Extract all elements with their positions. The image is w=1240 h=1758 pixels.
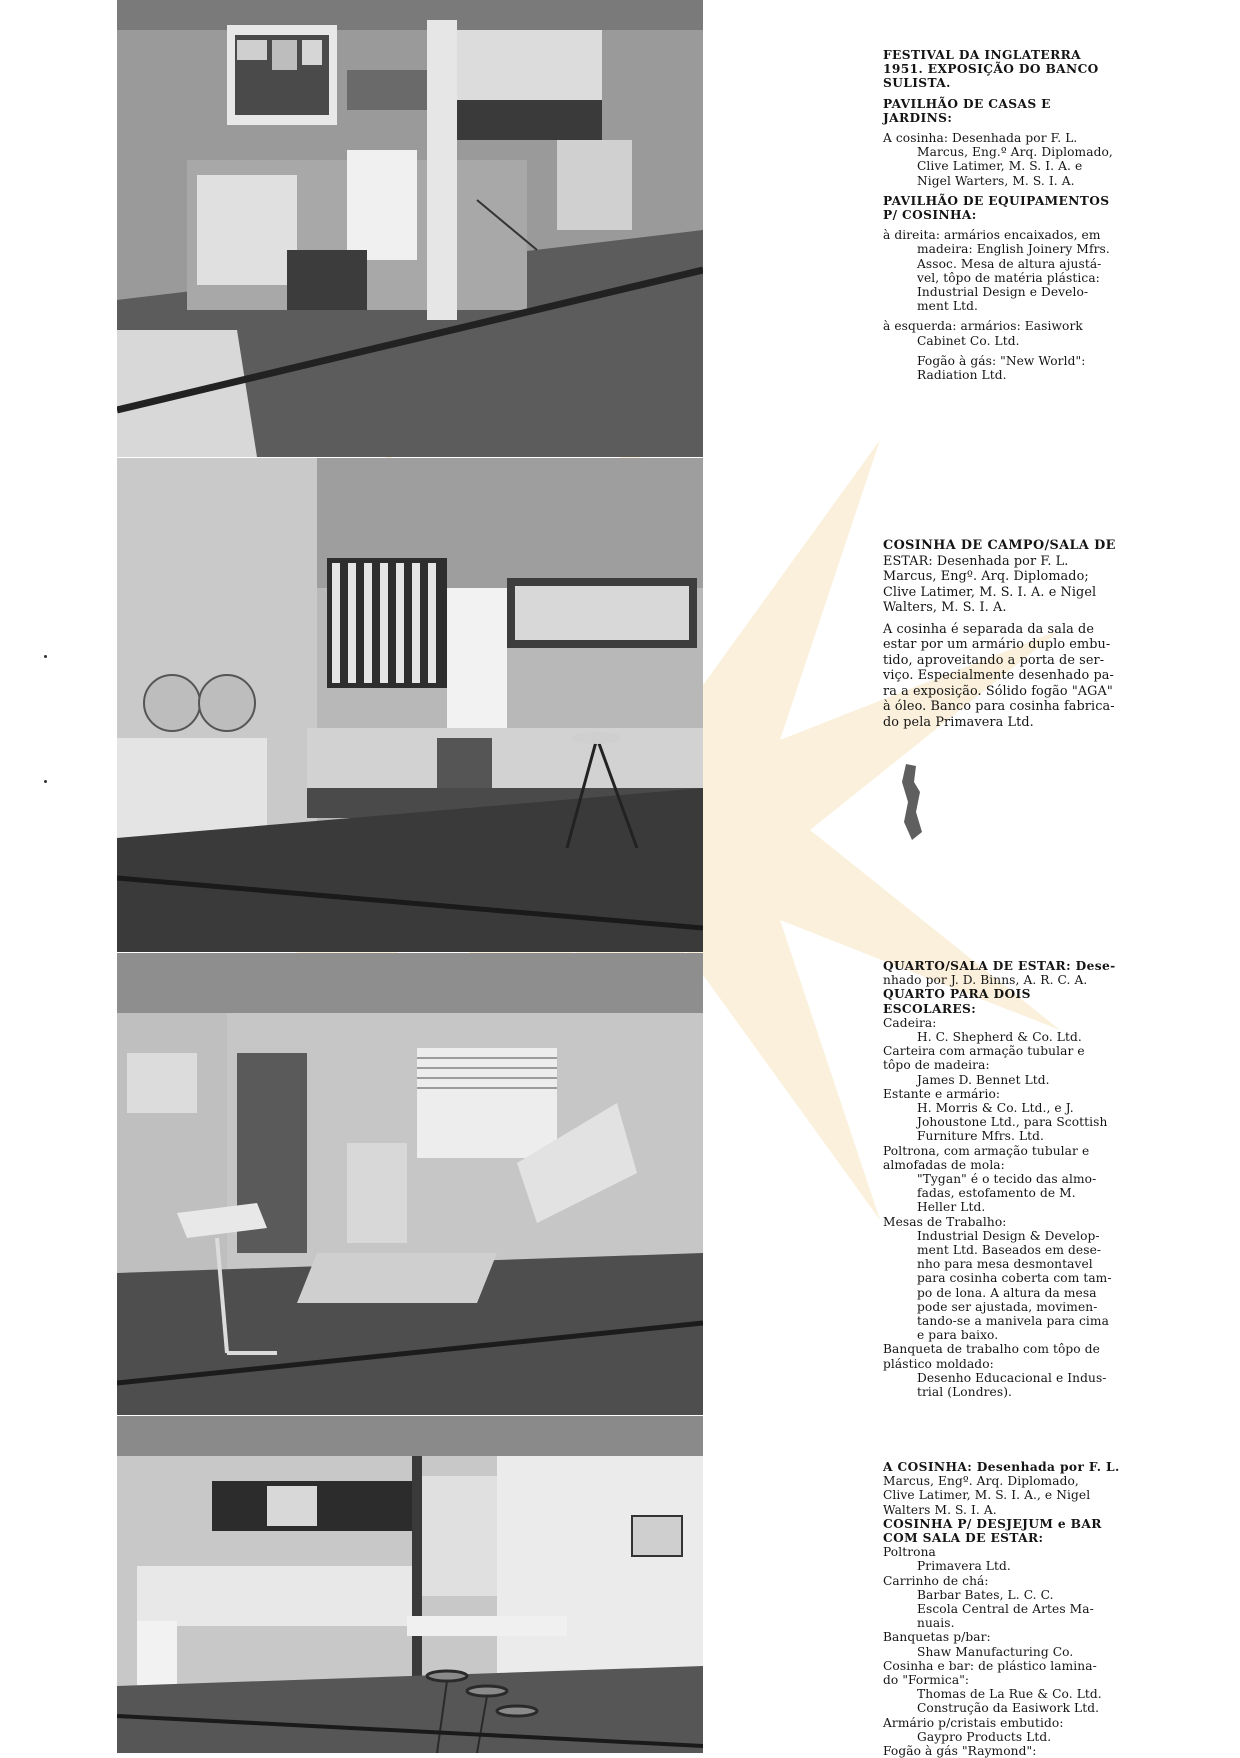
caption-item-label: Armário p/cristais embutido:: [883, 1715, 1064, 1730]
caption-item-label: tôpo de madeira:: [883, 1058, 990, 1073]
caption-item-detail: Desenho Educacional e Indus-: [917, 1370, 1107, 1385]
caption-field-kitchen: [883, 538, 1145, 730]
paper-speck: [44, 655, 47, 658]
caption-item-detail: Primavera Ltd.: [917, 1559, 1011, 1574]
caption-header: COSINHA P/ DESJEJUM e BAR: [883, 1516, 1102, 1531]
caption-line: Marcus, Eng.º Arq. Diplomado,: [917, 145, 1113, 160]
caption-item-detail: ment Ltd. Baseados em dese-: [917, 1243, 1102, 1258]
caption-line: Radiation Ltd.: [917, 368, 1007, 383]
caption-item-detail: Construção da Easiwork Ltd.: [917, 1701, 1100, 1716]
caption-header: COM SALA DE ESTAR:: [883, 1531, 1044, 1546]
caption-line: A cosinha é separada da sala de: [883, 621, 1094, 637]
caption-line: Walters, M. S. I. A.: [883, 600, 1007, 615]
caption-item-label: Banqueta de trabalho com tôpo de: [883, 1342, 1100, 1357]
caption-line: ESTAR: Desenhada por F. L.: [883, 553, 1069, 569]
caption-item-label: Poltrona: [883, 1545, 936, 1560]
caption-item-detail: "Tygan" é o tecido das almo-: [917, 1172, 1097, 1187]
caption-line: Nigel Warters, M. S. I. A.: [917, 173, 1075, 188]
caption-line: ment Ltd.: [917, 299, 978, 314]
caption-item-detail: Barbar Bates, L. C. C.: [917, 1587, 1054, 1602]
caption-item-label: Carrinho de chá:: [883, 1573, 989, 1588]
caption-header: 1951. EXPOSIÇÃO DO BANCO: [883, 62, 1099, 77]
caption-subheader: JARDINS:: [883, 110, 953, 125]
caption-line: Clive Latimer, M. S. I. A. e: [917, 159, 1083, 174]
caption-subheader: P/ COSINHA:: [883, 208, 977, 223]
caption-line: à direita: armários encaixados, em: [883, 228, 1101, 243]
caption-item-detail: trial (Londres).: [917, 1385, 1013, 1400]
caption-line: Industrial Design e Develo-: [917, 285, 1089, 300]
caption-item-detail: nuais.: [917, 1616, 955, 1631]
caption-line: vel, tôpo de matéria plástica:: [917, 270, 1100, 285]
caption-line: à esquerda: armários: Easiwork: [883, 319, 1083, 334]
photo-field-kitchen: [117, 458, 703, 952]
caption-item-detail: Gaypro Products Ltd.: [917, 1729, 1052, 1744]
caption-item-detail: H. C. Shepherd & Co. Ltd.: [917, 1030, 1082, 1045]
caption-header: FESTIVAL DA INGLATERRA: [883, 48, 1082, 62]
caption-item-detail: nho para mesa desmontavel: [917, 1257, 1093, 1272]
caption-item-detail: po de lona. A altura da mesa: [917, 1285, 1097, 1300]
caption-bedroom-study: [883, 959, 1145, 1399]
caption-item-detail: Industrial Design & Develop-: [917, 1228, 1100, 1243]
caption-item-label: plástico moldado:: [883, 1356, 994, 1371]
caption-item-detail: para cosinha coberta com tam-: [917, 1271, 1112, 1286]
caption-item-detail: James D. Bennet Ltd.: [917, 1072, 1050, 1087]
caption-breakfast-bar: [883, 1460, 1145, 1758]
caption-item-detail: Thomas de La Rue & Co. Ltd.: [917, 1687, 1102, 1702]
photo-breakfast-bar: [117, 1416, 703, 1753]
caption-subheader: PAVILHÃO DE CASAS E: [883, 96, 1051, 111]
caption-line: à óleo. Banco para cosinha fabrica-: [883, 699, 1115, 714]
caption-item-detail: H. Morris & Co. Ltd., e J.: [917, 1101, 1074, 1116]
caption-subheader: PAVILHÃO DE EQUIPAMENTOS: [883, 193, 1110, 208]
caption-item-detail: Escola Central de Artes Ma-: [917, 1602, 1094, 1617]
paper-stain: [898, 762, 928, 842]
caption-item-detail: Heller Ltd.: [917, 1200, 986, 1215]
caption-item-detail: pode ser ajustada, movimen-: [917, 1299, 1098, 1314]
caption-line: nhado por J. D. Binns, A. R. C. A.: [883, 973, 1088, 988]
caption-line: ra a exposição. Sólido fogão "AGA": [883, 683, 1113, 699]
caption-item-label: Estante e armário:: [883, 1086, 1001, 1101]
caption-header: A COSINHA: Desenhada por F. L.: [883, 1460, 1120, 1474]
caption-item-label: Cosinha e bar: de plástico lamina-: [883, 1658, 1097, 1673]
caption-header: SULISTA.: [883, 76, 951, 91]
photo-bedroom-study: [117, 953, 703, 1415]
caption-header: QUARTO/SALA DE ESTAR: Dese-: [883, 959, 1116, 973]
caption-line: viço. Especialmente desenhado pa-: [883, 668, 1114, 683]
caption-item-label: Poltrona, com armação tubular e: [883, 1143, 1090, 1158]
caption-line: estar por um armário duplo embu-: [883, 637, 1111, 652]
photo-kitchen-pavilion: [117, 0, 703, 457]
caption-item-detail: fadas, estofamento de M.: [917, 1186, 1076, 1201]
caption-item-detail: tando-se a manivela para cima: [917, 1314, 1109, 1329]
caption-line: Clive Latimer, M. S. I. A. e Nigel: [883, 584, 1097, 600]
caption-line: Clive Latimer, M. S. I. A., e Nigel: [883, 1488, 1091, 1503]
caption-item-label: do "Formica":: [883, 1673, 970, 1688]
caption-header: COSINHA DE CAMPO/SALA DE: [883, 538, 1116, 553]
caption-item-detail: Shaw Manufacturing Co.: [917, 1644, 1074, 1659]
caption-item-label: Banquetas p/bar:: [883, 1630, 991, 1645]
caption-header: QUARTO PARA DOIS: [883, 987, 1031, 1002]
caption-item-detail: Furniture Mfrs. Ltd.: [917, 1129, 1045, 1144]
caption-line: Cabinet Co. Ltd.: [917, 333, 1020, 348]
caption-line: madeira: English Joinery Mfrs.: [917, 242, 1110, 257]
caption-kitchen-pavilion: [883, 48, 1145, 382]
caption-item-label: Mesas de Trabalho:: [883, 1214, 1007, 1229]
caption-line: tido, aproveitando a porta de ser-: [883, 652, 1105, 668]
caption-item-label: Fogão à gás "Raymond":: [883, 1744, 1037, 1758]
caption-line: Marcus, Engº. Arq. Diplomado,: [883, 1474, 1079, 1489]
paper-speck: [44, 780, 47, 783]
caption-item-detail: e para baixo.: [917, 1328, 999, 1343]
caption-item-label: almofadas de mola:: [883, 1157, 1005, 1172]
caption-line: Marcus, Engº. Arq. Diplomado;: [883, 569, 1089, 584]
caption-item-label: Cadeira:: [883, 1015, 937, 1030]
caption-line: do pela Primavera Ltd.: [883, 714, 1034, 730]
caption-line: Walters M. S. I. A.: [883, 1502, 997, 1517]
caption-line: Assoc. Mesa de altura ajustá-: [917, 256, 1102, 271]
caption-item-detail: Johoustone Ltd., para Scottish: [917, 1115, 1108, 1130]
caption-line: A cosinha: Desenhada por F. L.: [883, 131, 1078, 146]
caption-header: ESCOLARES:: [883, 1001, 977, 1016]
caption-item-label: Carteira com armação tubular e: [883, 1044, 1085, 1059]
caption-line: Fogão à gás: "New World":: [917, 353, 1086, 368]
